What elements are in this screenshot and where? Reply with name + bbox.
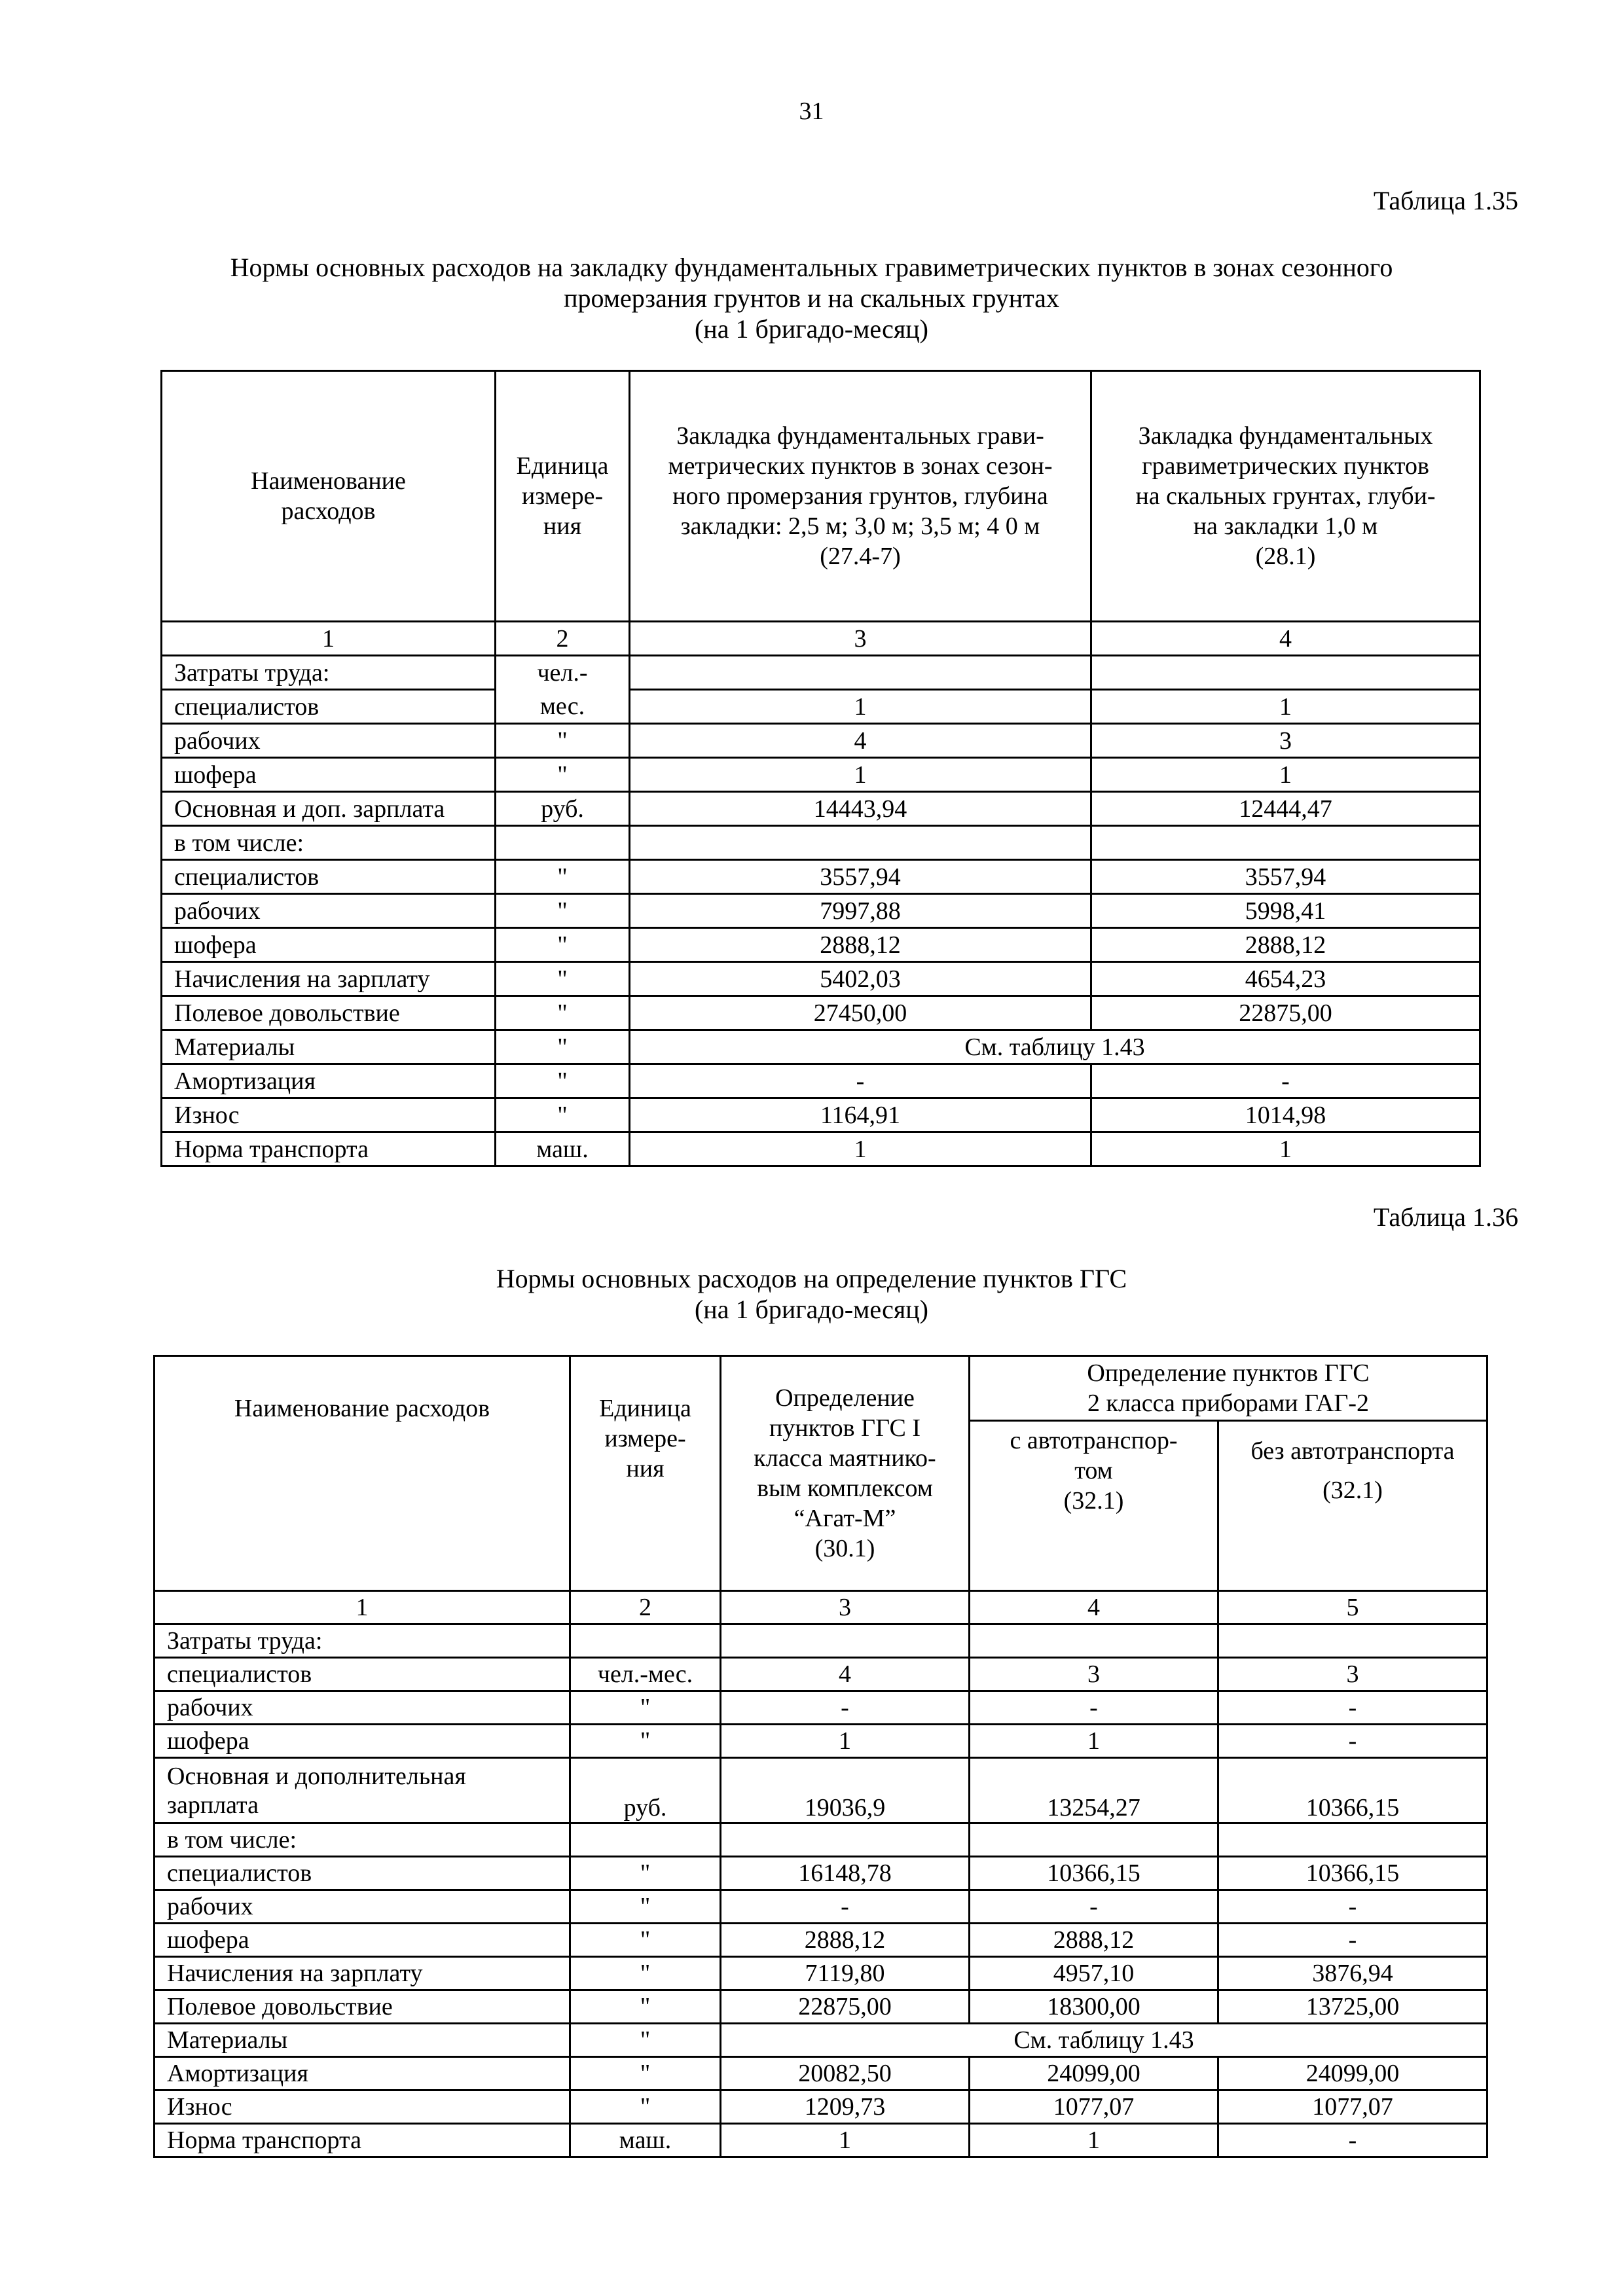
- materials-reference: См. таблицу 1.43: [630, 1030, 1480, 1064]
- header-expense-name: Наименование расходов: [155, 1356, 570, 1591]
- table-row: [155, 1823, 1487, 1857]
- row-value: [1091, 826, 1480, 860]
- row-name: Полевое довольствие: [155, 1990, 570, 2024]
- table-row-salary: [155, 1758, 1487, 1823]
- row-unit: ": [570, 1990, 721, 2024]
- row-value: 2888,12: [970, 1924, 1218, 1957]
- table-row: [162, 860, 1480, 894]
- header-unit: Единица измере- ния: [570, 1356, 721, 1591]
- table-row: [162, 758, 1480, 792]
- row-value: 1164,91: [630, 1098, 1091, 1132]
- row-name: Амортизация: [162, 1064, 496, 1098]
- header-with-vehicle: с автотранспор- том (32.1): [970, 1421, 1218, 1591]
- row-value: -: [721, 1691, 970, 1725]
- row-value: 2888,12: [630, 928, 1091, 962]
- row-name: Полевое довольствие: [162, 996, 496, 1030]
- row-value: 1: [1091, 690, 1480, 724]
- row-name: в том числе:: [155, 1823, 570, 1857]
- row-value: 1: [630, 758, 1091, 792]
- row-unit: ": [496, 928, 630, 962]
- row-unit: ": [570, 2057, 721, 2090]
- header-gag-2-group: Определение пунктов ГГС 2 класса приборами ГАГ-2: [970, 1356, 1487, 1421]
- table-1-36: [153, 1355, 1488, 2158]
- row-value: 2888,12: [1091, 928, 1480, 962]
- row-value: [630, 656, 1091, 690]
- row-name: Затраты труда:: [162, 656, 496, 690]
- row-value: [970, 1624, 1218, 1658]
- row-value: 24099,00: [970, 2057, 1218, 2090]
- row-value: 12444,47: [1091, 792, 1480, 826]
- table-1-35-caption: Нормы основных расходов на закладку фундаментальных гравиметрических пунктов в зонах сезонного промерзания грунтов и на скальных грунтах (на 1 бригадо-месяц): [230, 253, 1393, 344]
- row-value: 7997,88: [630, 894, 1091, 928]
- column-number: 5: [1218, 1591, 1487, 1624]
- row-unit: маш.: [496, 1132, 630, 1166]
- materials-reference: См. таблицу 1.43: [721, 2024, 1487, 2057]
- row-name: в том числе:: [162, 826, 496, 860]
- row-name: Начисления на зарплату: [162, 962, 496, 996]
- row-name: шофера: [162, 928, 496, 962]
- column-number: 2: [570, 1591, 721, 1624]
- table-row: [162, 962, 1480, 996]
- row-value: 4: [630, 724, 1091, 758]
- column-number: 3: [630, 622, 1091, 656]
- header-unit: Единица измере- ния: [496, 371, 630, 622]
- row-value: -: [630, 1064, 1091, 1098]
- page-number: 31: [799, 98, 824, 125]
- header-agat-m: Определение пунктов ГГС I класса маятнико- вым комплексом “Агат-М” (30.1): [721, 1356, 970, 1591]
- row-value: 1: [970, 2124, 1218, 2157]
- row-value: 1: [630, 1132, 1091, 1166]
- column-number: 1: [162, 622, 496, 656]
- table-row: [155, 1691, 1487, 1725]
- row-unit: ": [496, 860, 630, 894]
- table-row: [155, 1725, 1487, 1758]
- column-number-row: [162, 622, 1480, 656]
- table-1-36-caption: Нормы основных расходов на определение пунктов ГГС (на 1 бригадо-месяц): [496, 1264, 1127, 1324]
- row-value: 1077,07: [970, 2090, 1218, 2124]
- column-number: 1: [155, 1591, 570, 1624]
- table-header-row: [162, 371, 1480, 622]
- row-unit: ": [496, 962, 630, 996]
- row-unit: [570, 1624, 721, 1658]
- row-name: специалистов: [162, 690, 496, 724]
- table-row: [155, 1924, 1487, 1957]
- row-value: -: [721, 1890, 970, 1924]
- row-value: 3: [1218, 1658, 1487, 1691]
- table-row: [162, 1098, 1480, 1132]
- header-expense-name: Наименование расходов: [162, 371, 496, 622]
- column-number: 4: [1091, 622, 1480, 656]
- row-name: Материалы: [162, 1030, 496, 1064]
- row-value: [1218, 1823, 1487, 1857]
- header-without-vehicle: без автотранспорта (32.1): [1218, 1421, 1487, 1591]
- table-header-row: [155, 1356, 1487, 1421]
- row-unit: ": [570, 1725, 721, 1758]
- row-unit: ": [496, 1098, 630, 1132]
- row-value: [721, 1624, 970, 1658]
- row-value: 5402,03: [630, 962, 1091, 996]
- row-value: 24099,00: [1218, 2057, 1487, 2090]
- row-name: рабочих: [155, 1691, 570, 1725]
- row-value: 5998,41: [1091, 894, 1480, 928]
- table-1-35: [160, 370, 1481, 1167]
- table-row: [162, 894, 1480, 928]
- row-unit: ": [570, 1890, 721, 1924]
- row-value: 20082,50: [721, 2057, 970, 2090]
- table-row: [155, 1857, 1487, 1890]
- row-name: специалистов: [162, 860, 496, 894]
- row-value: 14443,94: [630, 792, 1091, 826]
- row-unit: ": [496, 724, 630, 758]
- row-unit: чел.-: [496, 656, 630, 690]
- table-row: [162, 996, 1480, 1030]
- row-unit: ": [570, 1691, 721, 1725]
- header-rock-soil: Закладка фундаментальных гравиметрических пунктов на скальных грунтах, глуби- на закладки 1,0 м (28.1): [1091, 371, 1480, 622]
- table-row: [162, 792, 1480, 826]
- row-value: 3: [1091, 724, 1480, 758]
- row-value: 22875,00: [1091, 996, 1480, 1030]
- row-value: [1091, 656, 1480, 690]
- row-value: 19036,9: [721, 1758, 970, 1823]
- table-row: [155, 1624, 1487, 1658]
- row-value: 10366,15: [1218, 1857, 1487, 1890]
- column-number: 2: [496, 622, 630, 656]
- row-value: -: [970, 1691, 1218, 1725]
- row-value: 27450,00: [630, 996, 1091, 1030]
- row-value: 13725,00: [1218, 1990, 1487, 2024]
- row-value: 1: [970, 1725, 1218, 1758]
- row-value: 13254,27: [970, 1758, 1218, 1823]
- row-unit: ": [570, 1957, 721, 1990]
- table-row: [162, 1132, 1480, 1166]
- column-number: 3: [721, 1591, 970, 1624]
- row-value: 1: [630, 690, 1091, 724]
- table-1-35-label: Таблица 1.35: [1373, 186, 1518, 215]
- row-unit: руб.: [570, 1758, 721, 1823]
- row-value: 1014,98: [1091, 1098, 1480, 1132]
- row-unit: маш.: [570, 2124, 721, 2157]
- row-name: рабочих: [162, 894, 496, 928]
- row-value: 1209,73: [721, 2090, 970, 2124]
- row-unit: ": [496, 758, 630, 792]
- row-name: Основная и дополнительная зарплата: [155, 1758, 570, 1823]
- row-unit: ": [496, 1030, 630, 1064]
- row-value: 1: [1091, 758, 1480, 792]
- row-name: специалистов: [155, 1857, 570, 1890]
- table-row: [162, 928, 1480, 962]
- row-value: 4957,10: [970, 1957, 1218, 1990]
- table-row: [155, 2090, 1487, 2124]
- row-name: Амортизация: [155, 2057, 570, 2090]
- row-unit: ": [570, 2024, 721, 2057]
- row-value: -: [970, 1890, 1218, 1924]
- row-value: -: [1218, 2124, 1487, 2157]
- row-value: 7119,80: [721, 1957, 970, 1990]
- row-value: 1: [721, 2124, 970, 2157]
- row-value: 3557,94: [1091, 860, 1480, 894]
- row-value: -: [1218, 1725, 1487, 1758]
- table-row: [155, 1890, 1487, 1924]
- table-row: [162, 724, 1480, 758]
- row-name: Износ: [155, 2090, 570, 2124]
- table-row-materials: [155, 2024, 1487, 2057]
- row-unit: [570, 1823, 721, 1857]
- row-value: 1: [721, 1725, 970, 1758]
- row-value: -: [1218, 1890, 1487, 1924]
- row-value: 1077,07: [1218, 2090, 1487, 2124]
- column-number-row: [155, 1591, 1487, 1624]
- table-row: [162, 1064, 1480, 1098]
- row-name: Затраты труда:: [155, 1624, 570, 1658]
- row-name: рабочих: [162, 724, 496, 758]
- row-value: [970, 1823, 1218, 1857]
- column-number: 4: [970, 1591, 1218, 1624]
- row-value: 4654,23: [1091, 962, 1480, 996]
- row-value: 1: [1091, 1132, 1480, 1166]
- row-name: Материалы: [155, 2024, 570, 2057]
- row-value: 22875,00: [721, 1990, 970, 2024]
- row-name: Основная и доп. зарплата: [162, 792, 496, 826]
- row-name: шофера: [162, 758, 496, 792]
- table-row-materials: [162, 1030, 1480, 1064]
- row-unit: чел.-мес.: [570, 1658, 721, 1691]
- table-row: [162, 690, 1480, 724]
- row-value: 16148,78: [721, 1857, 970, 1890]
- row-value: [721, 1823, 970, 1857]
- row-value: 18300,00: [970, 1990, 1218, 2024]
- table-row: [155, 1990, 1487, 2024]
- row-unit: ": [570, 2090, 721, 2124]
- header-seasonal-freeze: Закладка фундаментальных грави- метрических пунктов в зонах сезон- ного промерзания грунтов, глубина закладки: 2,5 м; 3,0 м; 3,5 м; 4 0 м (27.4-7): [630, 371, 1091, 622]
- row-name: Начисления на зарплату: [155, 1957, 570, 1990]
- row-unit: ": [570, 1924, 721, 1957]
- row-value: -: [1218, 1691, 1487, 1725]
- row-name: Норма транспорта: [162, 1132, 496, 1166]
- row-value: 10366,15: [1218, 1758, 1487, 1823]
- row-unit: руб.: [496, 792, 630, 826]
- row-value: [630, 826, 1091, 860]
- row-value: [1218, 1624, 1487, 1658]
- row-unit: мес.: [496, 690, 630, 724]
- table-row: [155, 1957, 1487, 1990]
- table-row: [162, 656, 1480, 690]
- table-row: [155, 1658, 1487, 1691]
- row-name: шофера: [155, 1924, 570, 1957]
- row-unit: ": [496, 996, 630, 1030]
- row-unit: ": [570, 1857, 721, 1890]
- row-unit: [496, 826, 630, 860]
- table-row: [155, 2057, 1487, 2090]
- row-value: 3557,94: [630, 860, 1091, 894]
- row-value: 10366,15: [970, 1857, 1218, 1890]
- row-unit: ": [496, 894, 630, 928]
- table-row: [155, 2124, 1487, 2157]
- row-value: -: [1218, 1924, 1487, 1957]
- row-value: 2888,12: [721, 1924, 970, 1957]
- table-row: [162, 826, 1480, 860]
- row-unit: ": [496, 1064, 630, 1098]
- row-name: Норма транспорта: [155, 2124, 570, 2157]
- row-name: шофера: [155, 1725, 570, 1758]
- row-name: рабочих: [155, 1890, 570, 1924]
- row-value: 3: [970, 1658, 1218, 1691]
- row-value: -: [1091, 1064, 1480, 1098]
- table-1-36-label: Таблица 1.36: [1373, 1202, 1518, 1232]
- row-name: специалистов: [155, 1658, 570, 1691]
- row-value: 4: [721, 1658, 970, 1691]
- row-value: 3876,94: [1218, 1957, 1487, 1990]
- row-name: Износ: [162, 1098, 496, 1132]
